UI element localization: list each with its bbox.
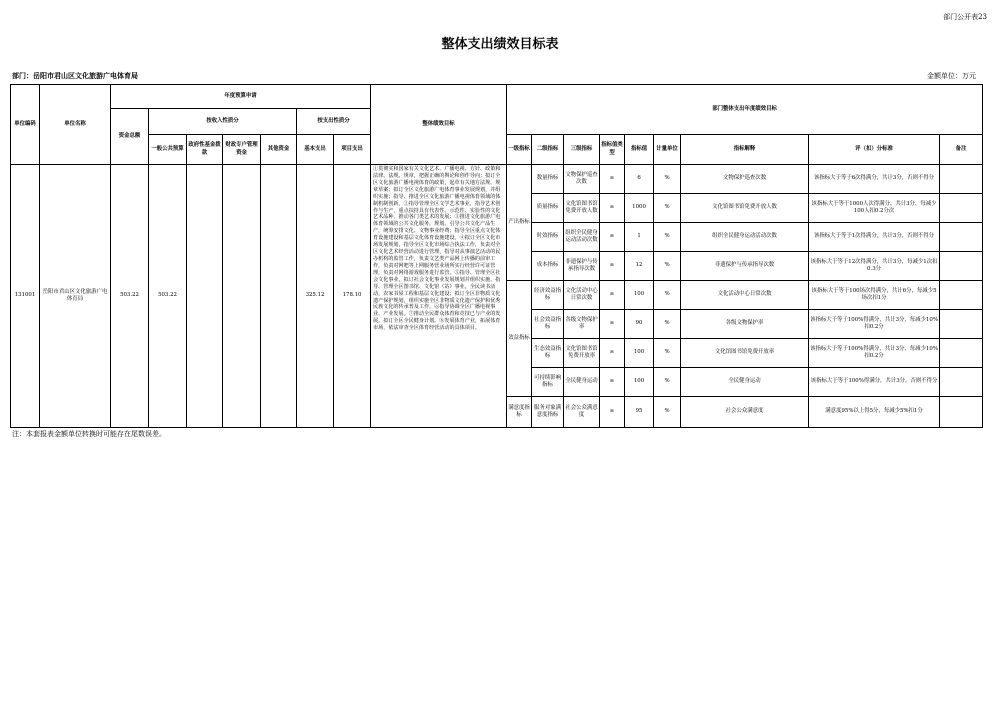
indicator-scoring: 该指标大于等于6次得满分，共计3分，否则不得分 [809,165,940,194]
header-basic-expense: 基本支出 [297,135,334,165]
indicator-l3: 非遗保护与传承指导次数 [564,252,600,281]
header-by-income: 按收入性质分 [149,109,297,135]
indicator-l3: 文化馆图书馆免费开放人数 [564,194,600,223]
indicator-scoring: 该指标大于等于100%得满分，共计3分，每减少10%扣0.2分 [809,339,940,368]
indicator-remark [940,223,983,252]
indicator-type: ≥ [600,310,625,339]
cell-special-fund [223,165,261,428]
level1-output: 产出指标 [507,165,532,281]
indicator-scoring: 该指标大于等于12次得满分，共计3分，每减少1次扣0.3分 [809,252,940,281]
level1-satisfaction: 满意度指标 [507,397,532,428]
indicator-value: 1 [625,223,654,252]
header-special-fund: 财政专户管理资金 [223,135,261,165]
header-remark: 备注 [940,135,983,165]
level2-social: 社会效益指标 [532,310,564,339]
cell-other-fund [261,165,297,428]
cell-basic-expense: 325.12 [297,165,334,428]
cell-gov-fund [187,165,223,428]
indicator-type: ≥ [600,252,625,281]
level2-quantity: 数量指标 [532,165,564,194]
cell-general-budget: 503.22 [149,165,187,428]
level2-economic: 经济效益指标 [532,281,564,310]
indicator-unit: % [654,310,681,339]
indicator-l3: 全民健身运动 [564,368,600,397]
indicator-value: 100 [625,281,654,310]
page-number: 部门公开表23 [943,13,987,21]
header-explain: 指标解释 [681,135,809,165]
indicator-unit: % [654,397,681,428]
indicator-scoring: 满意度95%以上得5分，每减少5%扣1分 [809,397,940,428]
indicator-value: 90 [625,310,654,339]
overall-goal-text: ①贯彻实和国家有关文化艺术、广播电视、方针、政策和法律、法规、规章，把握正确的舆论和创作导向；拟订全区文化旅游广播电视体育的政策，起草有关地方法规、规章草案；拟订全区文化旅游广电体育事业发展规划，并组织实施；指导、推进全区文化旅游广播电视体育领域的体制机制创新。②指导管理全区文学艺术事业，指导艺术创作与生产，重点扶持具有代表性、示范性、实验性的文化艺术品种，推动各门类艺术的发展；③推进文化旅游广电体育领域的公共文化服务，规划、引导公共文化产品生产，统筹安排文化、文物事业经费；指导全区重点文化体育设施建设和基层文化体育设施建设。④拟订全区文化市场发展规划，指导全区文化市场综合执法工作，负责对全区文化艺术经营活动进行管理，指导对从事演艺活动的民办机构的监管工作，负责文艺类产品网上传播的前审工作，负责对网吧等上网服务营业场所实行经营许可证管理，负责对网络游戏服务进行监管。⑤指导、管理全区社会文化事业，拟订社会文化事业发展规划并组织实施，指导、管理全区图书馆、文化馆（站）事业，全民读书活动，农家书屋工程和基层文化建设；拟订全区非物质文化遗产保护规划，组织实施全区非物质文化遗产保护和优秀民族文化的传承普及工作。⑥指导协调全区广播电视事业、产业发展。⑦推动全民群众体育和竞技已与产业的发展。拟订全区全民健身计划。⑧发展体育产业，拓展体育市场，依法审查全区体育经营活动的具体项目。 [373,166,501,332]
amount-unit-label: 金额单位：万元 [927,72,976,80]
indicator-l3: 文化活动中心日常次数 [564,281,600,310]
indicator-remark [940,310,983,339]
department-label: 部门：岳阳市君山区文化旅游广电体育局 [12,71,138,80]
indicator-explain: 文物保护巡查次数 [681,165,809,194]
indicator-l3: 文物保护巡查次数 [564,165,600,194]
header-gov-fund: 政府性基金拨款 [187,135,223,165]
indicator-unit: % [654,368,681,397]
level2-timeliness: 时效指标 [532,223,564,252]
indicator-value: 12 [625,252,654,281]
indicator-remark [940,165,983,194]
cell-unit-name: 岳阳市君山区文化旅游广电体育局 [40,165,111,428]
level2-quality: 质量指标 [532,194,564,223]
indicator-scoring: 该指标大于等于1次得满分，共计3分，否则不得分 [809,223,940,252]
indicator-type: ≥ [600,397,625,428]
header-total-funds: 资金总额 [111,109,149,165]
indicator-l3: 组织全民健身运动活动次数 [564,223,600,252]
indicator-explain: 文化活动中心日常次数 [681,281,809,310]
header-general-budget: 一般公共预算 [149,135,187,165]
cell-unit-code: 131001 [11,165,40,428]
indicator-value: 100 [625,339,654,368]
indicator-unit: % [654,281,681,310]
indicator-explain: 组织全民健身运动活动次数 [681,223,809,252]
header-budget-request: 年度预算申请 [111,85,371,109]
cell-overall-goal [371,165,507,428]
indicator-type: ≥ [600,194,625,223]
header-level3: 三级指标 [564,135,600,165]
indicator-explain: 文化馆图书馆免费开放人数 [681,194,809,223]
indicator-scoring: 该指标大于等于100%得满分，共计3分，每减少10%扣0.2分 [809,310,940,339]
indicator-remark [940,339,983,368]
indicator-unit: % [654,252,681,281]
indicator-remark [940,194,983,223]
level2-service-satisfaction: 服务对象满意度指标 [532,397,564,428]
header-level2: 二级指标 [532,135,564,165]
header-other-fund: 其他资金 [261,135,297,165]
header-dept-goal: 部门整体支出年度绩效目标 [507,85,983,135]
indicator-remark [940,281,983,310]
indicator-remark [940,252,983,281]
performance-target-table [10,84,983,428]
indicator-value: 95 [625,397,654,428]
header-value: 指标值 [625,135,654,165]
page-title: 整体支出绩效目标表 [441,37,559,52]
header-project-expense: 项目支出 [334,135,371,165]
indicator-unit: % [654,194,681,223]
header-unit: 计量单位 [654,135,681,165]
level2-ecological: 生态效益指标 [532,339,564,368]
level2-sustainable: 可持续影响指标 [532,368,564,397]
indicator-unit: % [654,165,681,194]
indicator-l3: 各级文物保护率 [564,310,600,339]
header-by-expense: 按支出性质分 [297,109,371,135]
level1-benefit: 效益指标 [507,281,532,397]
header-scoring: 评（扣）分标准 [809,135,940,165]
header-level1: 一级指标 [507,135,532,165]
indicator-unit: % [654,223,681,252]
level2-cost: 成本指标 [532,252,564,281]
indicator-remark [940,368,983,397]
indicator-value: 1000 [625,194,654,223]
indicator-scoring: 该指标大于等于100场次得满分，共计6分，每减少5场次扣1分 [809,281,940,310]
cell-project-expense: 178.10 [334,165,371,428]
indicator-value: 6 [625,165,654,194]
indicator-scoring: 该指标大于等于100%得满分，共计3分，否则不得分 [809,368,940,397]
indicator-type: ≥ [600,368,625,397]
indicator-type: ≥ [600,223,625,252]
header-unit-name: 单位名称 [40,85,111,165]
cell-total-funds: 503.22 [111,165,149,428]
header-overall-goal: 整体绩效目标 [371,85,507,165]
indicator-type: ≥ [600,281,625,310]
indicator-type: ≥ [600,165,625,194]
indicator-l3: 文化馆图书馆免费开放率 [564,339,600,368]
header-value-type: 指标值类型 [600,135,625,165]
indicator-l3: 社会公众满意度 [564,397,600,428]
indicator-type: ≥ [600,339,625,368]
indicator-unit: % [654,339,681,368]
indicator-explain: 全民健身运动 [681,368,809,397]
indicator-scoring: 该指标大于等于1000人次得满分，共计3分，每减少100人扣0.2分次 [809,194,940,223]
header-unit-code: 单位编码 [11,85,40,165]
indicator-remark [940,397,983,428]
indicator-explain: 非遗保护与传承指导次数 [681,252,809,281]
indicator-explain: 各级文物保护率 [681,310,809,339]
indicator-value: 100 [625,368,654,397]
footnote: 注：本套报表金额单位转换时可能存在尾数误差。 [12,430,166,438]
indicator-explain: 社会公众满意度 [681,397,809,428]
indicator-explain: 文化馆图书馆免费开放率 [681,339,809,368]
